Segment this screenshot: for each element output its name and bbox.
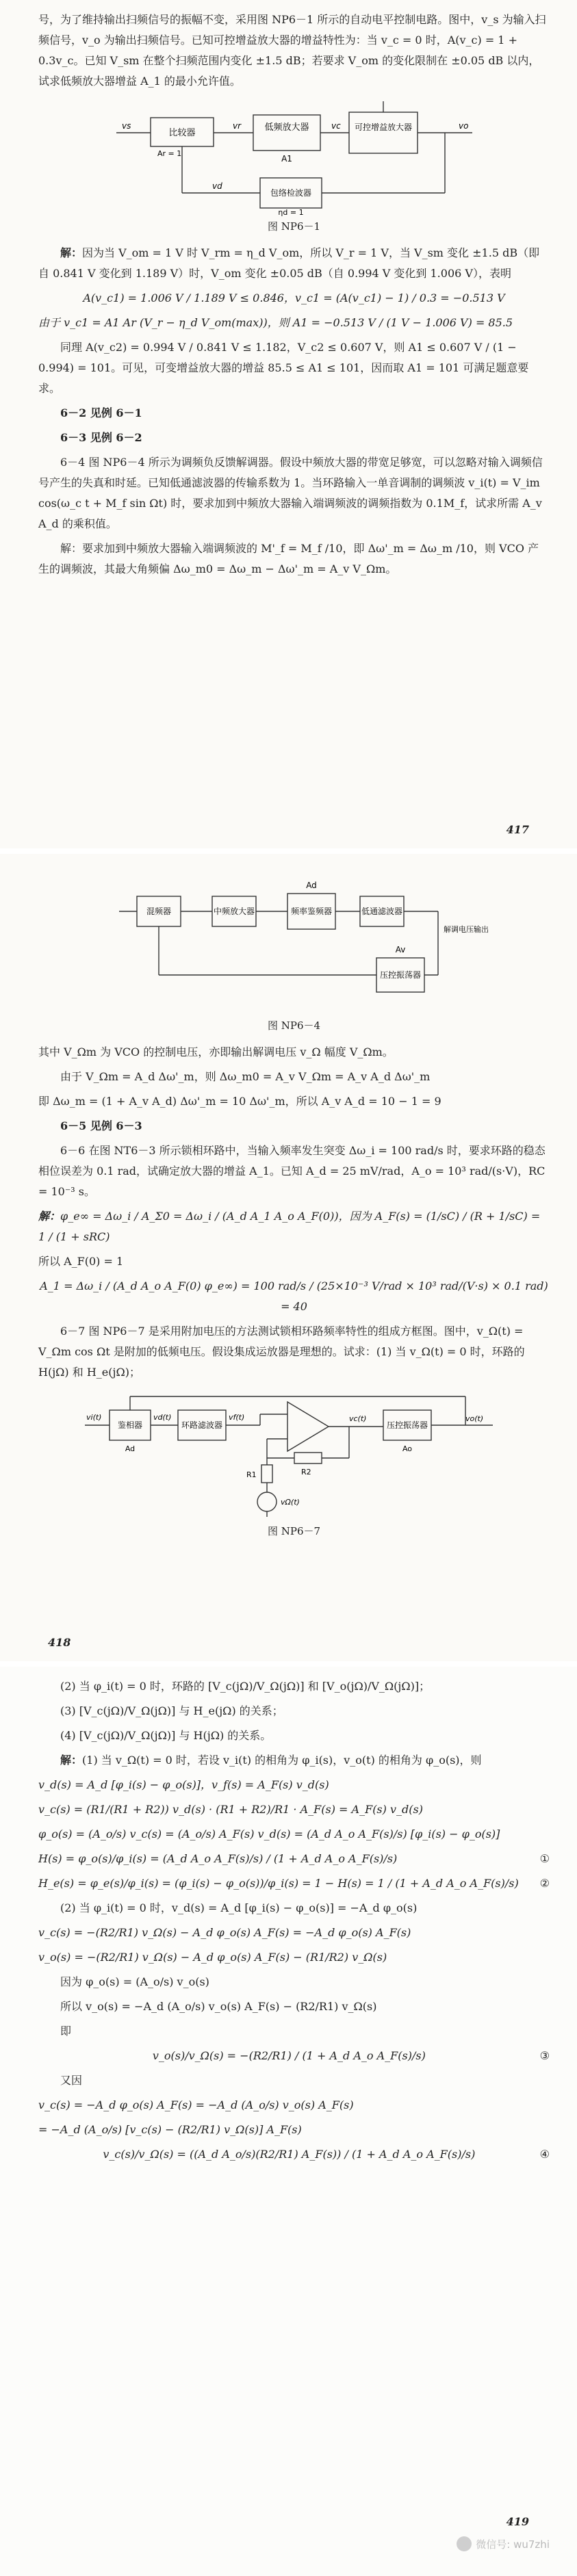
figure-caption: 图 NP6－4 — [267, 1019, 321, 1032]
eq-number-4: ④ — [539, 2148, 550, 2161]
section-6-6: 6－6 在图 NT6－3 所示锁相环路中，当输入频率发生突变 Δω_i = 100 rad/s 时，要求环路的稳态相位误差为 0.1 rad，试确定放大器的增益 A_1。已知 A_d = 25 mV/rad，A_o = 10³ rad/(s·V)，RC = 10⁻³ s。 — [38, 1144, 546, 1198]
a1-label: A1 — [281, 154, 292, 164]
step-2: (2) 当 φ_i(t) = 0 时，v_d(s) = A_d [φ_i(s) − φ_o(s)] = −A_d φ_o(s) — [60, 1901, 418, 1914]
mixer-label: 混频器 — [146, 907, 171, 916]
vs-label: vs — [121, 121, 131, 131]
section-6-4: 6－4 图 NP6－4 所示为调频负反馈解调器。假设中频放大器的带宽足够宽，可以忽略对输入调频信号产生的失真和时延。已知低通滤波器的传输系数为 1。当环路输入一单音调制的调频波 v_i(t) = V_im cos(ω_c t + M_f sin Ωt) 时，要求加到中频放大器输入端调频波的调频指数为 0.1M_f，试求所需 A_v A_d 的乘积值。 — [38, 456, 543, 530]
text-4: 所以 A_F(0) = 1 — [38, 1255, 124, 1268]
av-label: Av — [395, 945, 405, 954]
ao-label: Ao — [402, 1444, 412, 1453]
watermark — [457, 2536, 550, 2551]
equation-1: φ_e∞ = Δω_i / A_Σ0 = Δω_i / (A_d A_1 A_o A_F(0))，因为 A_F(s) = (1/sC) / (R + 1/sC) = 1 / (1 + sRC) — [38, 1210, 541, 1243]
step-1: (1) 当 v_Ω(t) = 0 时，若设 v_i(t) 的相角为 φ_i(s)，v_o(t) 的相角为 φ_o(s)，则 — [82, 1754, 482, 1767]
equation-3: φ_o(s) = (A_o/s) v_c(s) = (A_o/s) A_F(s) v_d(s) = (A_d A_o A_F(s)/s) [φ_i(s) − φ_o(s)] — [38, 1827, 500, 1840]
figure-caption: 图 NP6－1 — [267, 220, 321, 233]
comparator-label: 比较器 — [168, 128, 196, 138]
watermark-text: 微信号: wu7zhi — [476, 2538, 550, 2551]
figure-np6-4 — [116, 870, 489, 1014]
envelope-label: 包络检波器 — [270, 188, 311, 198]
vo-label: vo(t) — [465, 1414, 483, 1423]
vc-label: vc — [331, 121, 341, 131]
lpf-label: 低通滤波器 — [361, 907, 402, 916]
text-4: 又因 — [60, 2074, 83, 2087]
page-number: 419 — [506, 2515, 529, 2528]
if-amp-label: 中频放大器 — [213, 907, 255, 916]
loop-filter-label: 环路滤波器 — [181, 1420, 222, 1430]
vo-label: vo — [458, 121, 468, 131]
vga-block — [349, 112, 418, 153]
r2-label: R2 — [300, 1468, 311, 1476]
page-number: 417 — [506, 823, 529, 836]
text-1: 因为 φ_o(s) = (A_o/s) v_o(s) — [60, 1975, 209, 1988]
section-6-3: 6－3 见例 6－2 — [60, 431, 142, 444]
figure-caption-7: 图 NP6－7 — [267, 1525, 321, 1537]
freq-disc-label: 频率鉴频器 — [290, 907, 332, 916]
equation-2: v_c(s) = (R1/(R1 + R2)) v_d(s) · (R1 + R2)/R1 · A_F(s) = A_F(s) v_d(s) — [38, 1803, 423, 1816]
eq-number-2: ② — [539, 1877, 550, 1890]
equation-6: v_c(s) = −(R2/R1) v_Ω(s) − A_d φ_o(s) A_F(s) = −A_d φ_o(s) A_F(s) — [38, 1926, 411, 1939]
equation-4: H(s) = φ_o(s)/φ_i(s) = (A_d A_o A_F(s)/s) / (1 + A_d A_o A_F(s)/s) — [38, 1852, 398, 1865]
text-2: 所以 v_o(s) = −A_d (A_o/s) v_o(s) A_F(s) − (R2/R1) v_Ω(s) — [60, 2000, 377, 2013]
solution-label: 解： — [60, 246, 83, 259]
eta-label: ηd = 1 — [277, 208, 304, 217]
figure-np6-7 — [82, 1390, 507, 1520]
text-1: 其中 V_Ωm 为 VCO 的控制电压，亦即输出解调电压 v_Ω 幅度 V_Ωm。 — [38, 1045, 394, 1058]
section-6-7: 6－7 图 NP6－7 是采用附加电压的方法测试锁相环路频率特性的组成方框图。图中，v_Ω(t) = V_Ωm cos Ωt 是附加的低频电压。假设集成运放器是理想的。试求：(1) 当 v_Ω(t) = 0 时，环路的 H(jΩ) 和 H_e(jΩ)； — [38, 1325, 525, 1379]
ad-label: Ad — [125, 1444, 135, 1453]
equation-1: v_d(s) = A_d [φ_i(s) − φ_o(s)]，v_f(s) = A_F(s) v_d(s) — [38, 1778, 329, 1791]
figure-np6-1 — [103, 99, 486, 215]
equation-9: v_c(s) = −A_d φ_o(s) A_F(s) = −A_d (A_o/s) v_o(s) A_F(s) — [38, 2098, 354, 2111]
text-2: 由于 V_Ωm = A_d Δω'_m，则 Δω_m0 = A_v V_Ωm = A_v A_d Δω'_m — [60, 1070, 431, 1083]
vco-label: 压控振荡器 — [386, 1420, 428, 1430]
lowfreq-amp-block — [253, 115, 320, 151]
solution-label: 解： — [38, 1210, 61, 1223]
equation-11: v_c(s)/v_Ω(s) = ((A_d A_o/s)(R2/R1) A_F(s)) / (1 + A_d A_o A_F(s)/s) — [103, 2148, 476, 2161]
vc-label: vc(t) — [348, 1414, 366, 1423]
equation-2: A_1 = Δω_i / (A_d A_o A_F(0) φ_e∞) = 100 rad/s / (25×10⁻³ V/rad × 10³ rad/(V·s) × 0.1 rad) = 40 — [40, 1279, 548, 1313]
solution-text: 因为当 V_om = 1 V 时 V_rm = η_d V_om，所以 V_r = 1 V，当 V_sm 变化 ±1.5 dB（即自 0.841 V 变化到 1.189 V）时，V_om 变化 ±0.05 dB（自 0.994 V 变化到 1.006 V），表明 — [38, 246, 540, 280]
equation-1: A(v_c1) = 1.006 V / 1.189 V ≤ 0.846，v_c1 = (A(v_c1) − 1) / 0.3 = −0.513 V — [83, 291, 505, 304]
r1-label: R1 — [246, 1470, 257, 1479]
section-6-5: 6－5 见例 6－3 — [60, 1119, 142, 1132]
text-3: 即 — [60, 2025, 72, 2038]
page-419 — [0, 1667, 577, 2576]
question-3: (3) [V_c(jΩ)/V_Ω(jΩ)] 与 H_e(jΩ) 的关系； — [60, 1704, 283, 1717]
question-2: (2) 当 φ_i(t) = 0 时，环路的 [V_c(jΩ)/V_Ω(jΩ)] 和 [V_o(jΩ)/V_Ω(jΩ)]； — [60, 1680, 431, 1693]
ar-label: Ar = 1 — [157, 149, 181, 158]
vco-label: 压控振荡器 — [379, 970, 421, 980]
vf-label: vf(t) — [228, 1413, 244, 1422]
output-label: 解调电压输出 — [443, 925, 489, 934]
text-3: 即 Δω_m = (1 + A_v A_d) Δω'_m = 10 Δω'_m，所以 A_v A_d = 10 − 1 = 9 — [38, 1095, 441, 1108]
vga-label: 可控增益放大器 — [354, 122, 412, 132]
eq-number-1: ① — [539, 1852, 550, 1865]
ad-label: Ad — [305, 881, 317, 890]
page-418 — [0, 854, 577, 1661]
section-6-2: 6－2 见例 6－1 — [60, 406, 142, 419]
vd-label: vd — [211, 181, 222, 191]
page-number: 418 — [48, 1636, 71, 1649]
solution-label: 解： — [60, 1754, 83, 1767]
equation-5: H_e(s) = φ_e(s)/φ_i(s) = (φ_i(s) − φ_o(s))/φ_i(s) = 1 − H(s) = 1 / (1 + A_d A_o A_F(s)/s) — [38, 1877, 519, 1890]
equation-7: v_o(s) = −(R2/R1) v_Ω(s) − A_d φ_o(s) A_F(s) − (R1/R2) v_Ω(s) — [38, 1951, 387, 1964]
equation-3: 同理 A(v_c2) = 0.994 V / 0.841 V ≤ 1.182，V_c2 ≤ 0.607 V，则 A1 ≤ 0.607 V / (1 − 0.994) = 101。可见，可变增益放大器的增益 85.5 ≤ A1 ≤ 101，因而取 A1 = 101 可满足题意要求。 — [38, 341, 529, 395]
equation-10: = −A_d (A_o/s) [v_c(s) − (R2/R1) v_Ω(s)] A_F(s) — [38, 2123, 302, 2136]
vi-label: vi(t) — [86, 1413, 101, 1422]
vr-label: vr — [232, 121, 241, 131]
question-4: (4) [V_c(jΩ)/V_Ω(jΩ)] 与 H(jΩ) 的关系。 — [60, 1729, 272, 1742]
eq-number-3: ③ — [539, 2049, 550, 2062]
vomega-label: vΩ(t) — [280, 1498, 300, 1507]
wechat-icon — [457, 2536, 472, 2551]
page-417 — [0, 0, 577, 848]
solution-6-4: 解：要求加到中频放大器输入端调频波的 M'_f = M_f /10，即 Δω'_m = Δω_m /10，则 VCO 产生的调频波，其最大角频偏 Δω_m0 = Δω_m − Δω'_m = A_v V_Ωm。 — [38, 542, 539, 575]
vd-label: vd(t) — [153, 1413, 171, 1422]
problem-intro: 号，为了维持输出扫频信号的振幅不变，采用图 NP6－1 所示的自动电平控制电路。图中，v_s 为输入扫频信号，v_o 为输出扫频信号。已知可控增益放大器的增益特性为：当 v_c = 0 时，A(v_c) = 1 + 0.3v_c。已知 V_sm 在整个扫频范围内变化 ±1.5 dB；若要求 V_om 的变化限制在 ±0.05 dB 以内，试求低频放大器增益 A_1 的最小允许值。 — [38, 13, 546, 88]
lowfreq-amp-label: 低频放大器 — [264, 122, 309, 133]
equation-2: 由于 v_c1 = A1 Ar (V_r − η_d V_om(max))，则 A1 = −0.513 V / (1 V − 1.006 V) = 85.5 — [38, 316, 513, 329]
equation-8: v_o(s)/v_Ω(s) = −(R2/R1) / (1 + A_d A_o A_F(s)/s) — [152, 2049, 426, 2062]
phase-det-label: 鉴相器 — [117, 1420, 142, 1430]
